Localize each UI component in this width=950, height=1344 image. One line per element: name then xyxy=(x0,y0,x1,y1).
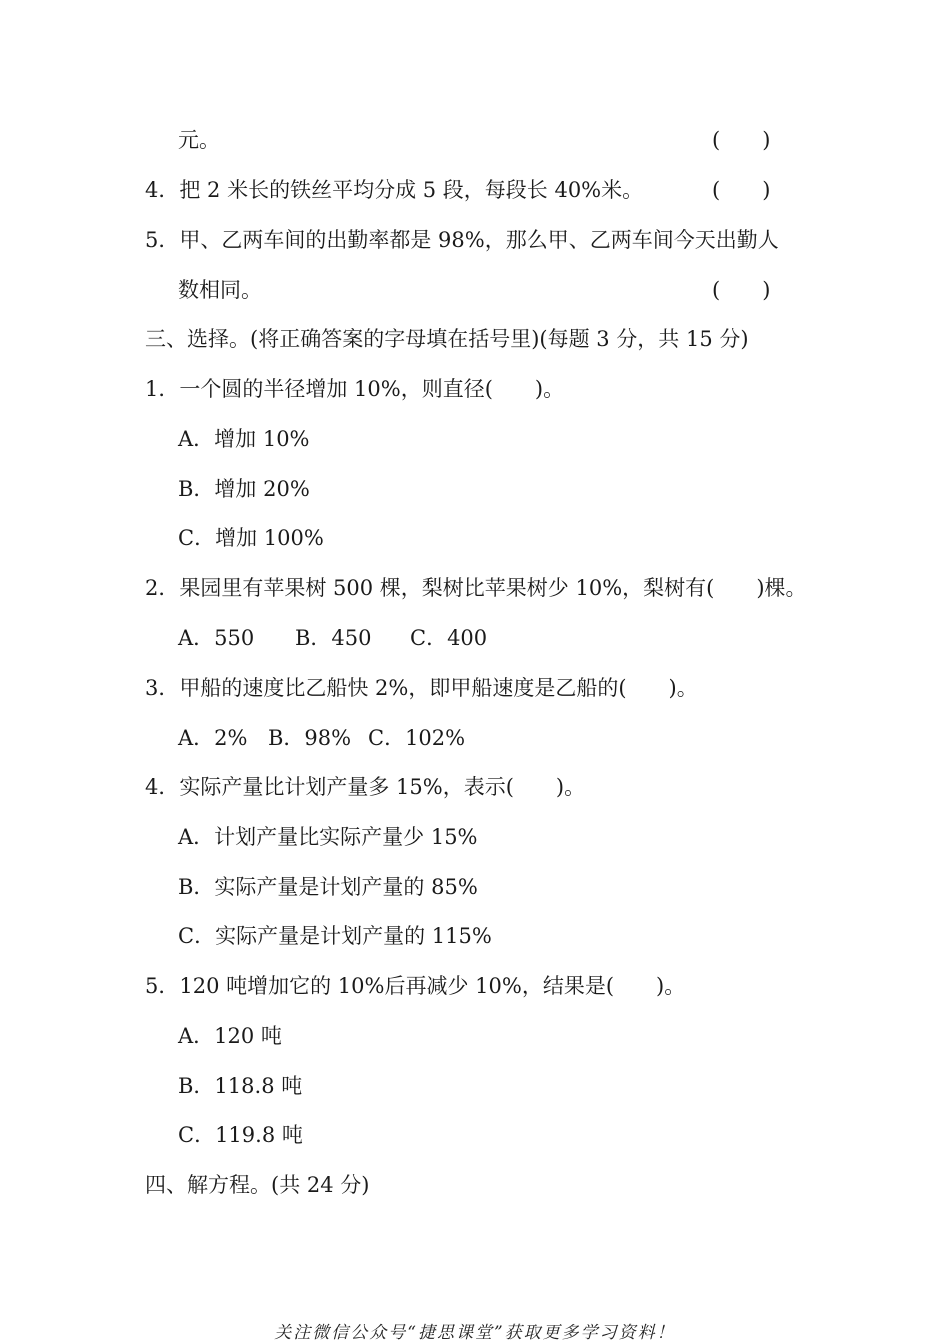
choice-question-4: 4．实际产量比计划产量多 15%，表示( )。 xyxy=(145,775,586,799)
choice-question-2: 2．果园里有苹果树 500 棵，梨树比苹果树少 10%，梨树有( )棵。 xyxy=(145,576,807,600)
option-b: B．增加 20% xyxy=(178,477,310,501)
option-c: C．实际产量是计划产量的 115% xyxy=(178,924,492,948)
answer-paren: ( ) xyxy=(712,128,771,152)
option-a: A．550 xyxy=(178,626,255,650)
answer-paren: ( ) xyxy=(712,278,771,302)
prev-question-tail: 元。 xyxy=(178,128,220,152)
options-row xyxy=(178,624,487,652)
option-b: B．450 xyxy=(295,626,372,650)
choice-question-1: 1．一个圆的半径增加 10%，则直径( )。 xyxy=(145,377,565,401)
judge-question-4: 4．把 2 米长的铁丝平均分成 5 段，每段长 40%米。 xyxy=(145,178,644,202)
option-b: B．98% xyxy=(268,726,352,750)
choice-question-3: 3．甲船的速度比乙船快 2%，即甲船速度是乙船的( )。 xyxy=(145,676,698,700)
options-row xyxy=(178,724,465,752)
option-a: A．120 吨 xyxy=(178,1024,282,1048)
option-a: A．2% xyxy=(178,726,248,750)
option-b: B．118.8 吨 xyxy=(178,1074,303,1098)
option-c: C．增加 100% xyxy=(178,526,324,550)
section-3-heading: 三、选择。(将正确答案的字母填在括号里)(每题 3 分，共 15 分) xyxy=(145,327,749,351)
option-c: C．102% xyxy=(368,726,466,750)
footer-notice: 关注微信公众号“捷思课堂”获取更多学习资料！ xyxy=(274,1323,676,1343)
option-a: A．计划产量比实际产量少 15% xyxy=(178,825,478,849)
option-a: A．增加 10% xyxy=(178,427,310,451)
answer-paren: ( ) xyxy=(712,178,771,202)
judge-question-5: 5．甲、乙两车间的出勤率都是 98%，那么甲、乙两车间今天出勤人 xyxy=(145,228,779,252)
option-b: B．实际产量是计划产量的 85% xyxy=(178,875,478,899)
option-c: C．119.8 吨 xyxy=(178,1123,303,1147)
section-4-heading: 四、解方程。(共 24 分) xyxy=(145,1173,370,1197)
option-c: C．400 xyxy=(410,626,488,650)
judge-question-5-cont: 数相同。 xyxy=(178,278,262,302)
choice-question-5: 5．120 吨增加它的 10%后再减少 10%，结果是( )。 xyxy=(145,974,686,998)
